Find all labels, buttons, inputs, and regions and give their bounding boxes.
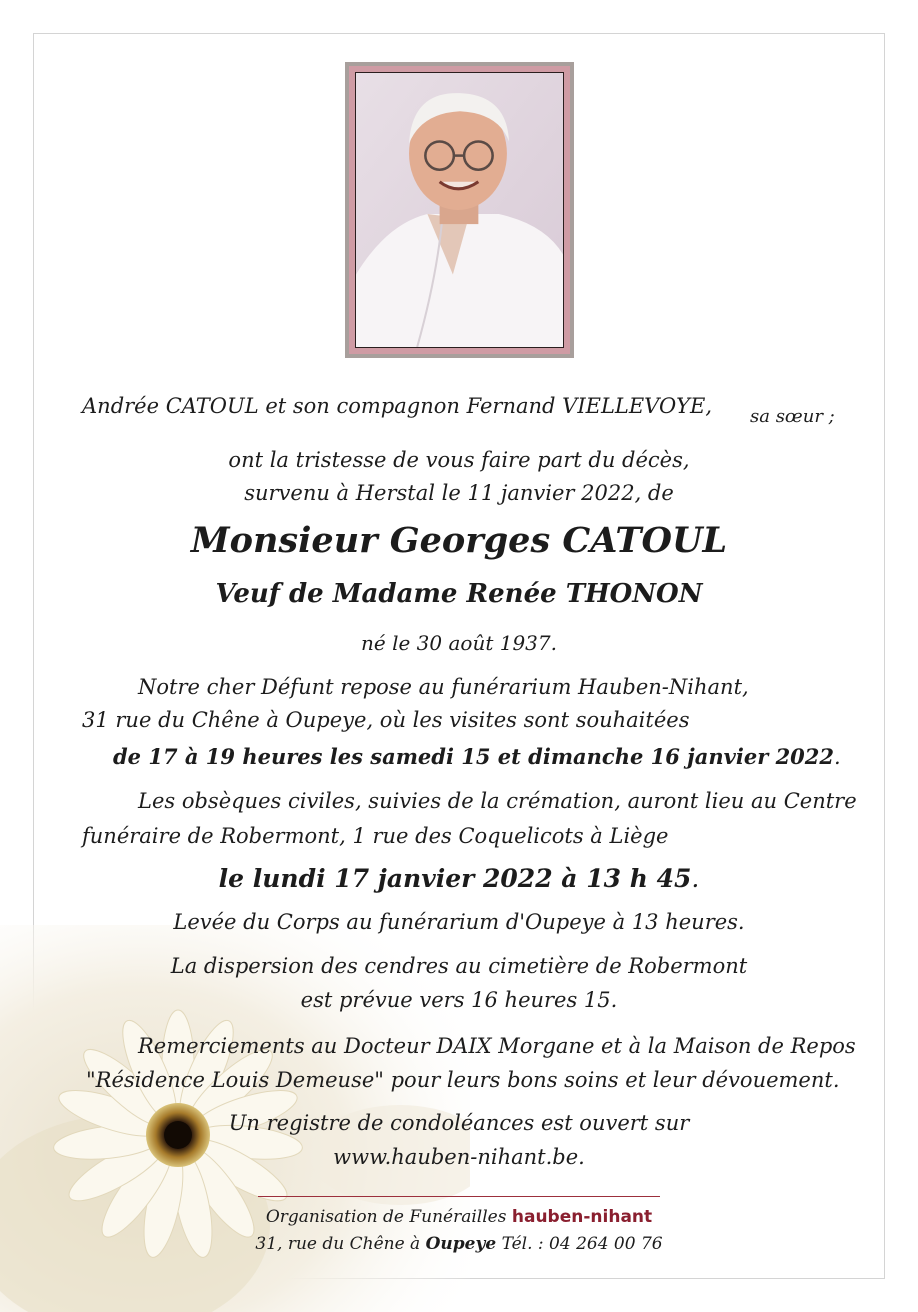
announcement-line-2: survenu à Herstal le 11 janvier 2022, de bbox=[244, 481, 674, 505]
footer-address: 31, rue du Chêne à Oupeye Tél. : 04 264 00 76 bbox=[255, 1234, 663, 1254]
brand-logo: hauben-nihant bbox=[511, 1207, 653, 1227]
portrait-frame bbox=[345, 62, 574, 358]
visitation-line-1: Notre cher Défunt repose au funérarium Hauben-Nihant, bbox=[138, 675, 749, 699]
announcement-line-1: ont la tristesse de vous faire part du décès, bbox=[228, 448, 690, 472]
deceased-name: Monsieur Georges CATOUL bbox=[190, 520, 728, 561]
funeral-line-1: Les obsèques civiles, suivies de la crémation, auront lieu au Centre bbox=[138, 789, 857, 813]
footer-divider bbox=[258, 1196, 660, 1197]
thanks-line-1: Remerciements au Docteur DAIX Morgane et à la Maison de Repos bbox=[138, 1034, 856, 1058]
birth-line: né le 30 août 1937. bbox=[361, 631, 557, 655]
family-relation: sa sœur ; bbox=[750, 406, 835, 427]
funeral-line-2: funéraire de Robermont, 1 rue des Coquelicots à Liège bbox=[82, 824, 669, 848]
registry-line: Un registre de condoléances est ouvert sur bbox=[228, 1111, 690, 1135]
footer-organisation: Organisation de Funérailles hauben-nihant bbox=[265, 1207, 653, 1227]
dispersion-line-1: La dispersion des cendres au cimetière de Robermont bbox=[170, 954, 748, 978]
levee-line: Levée du Corps au funérarium d'Oupeye à 13 heures. bbox=[173, 910, 745, 934]
visitation-line-2: 31 rue du Chêne à Oupeye, où les visites sont souhaitées bbox=[82, 708, 690, 732]
footer-phone: Tél. : 04 264 00 76 bbox=[501, 1234, 663, 1254]
registry-url[interactable]: www.hauben-nihant.be. bbox=[333, 1145, 585, 1169]
widow-line: Veuf de Madame Renée THONON bbox=[215, 579, 703, 609]
portrait-photo bbox=[355, 72, 564, 348]
funeral-date: le lundi 17 janvier 2022 à 13 h 45. bbox=[218, 864, 700, 893]
thanks-line-2: "Résidence Louis Demeuse" pour leurs bons soins et leur dévouement. bbox=[86, 1068, 840, 1092]
visitation-times: de 17 à 19 heures les samedi 15 et dimanche 16 janvier 2022. bbox=[113, 744, 841, 769]
family-line: Andrée CATOUL et son compagnon Fernand VIELLEVOYE, bbox=[82, 394, 713, 418]
dispersion-line-2: est prévue vers 16 heures 15. bbox=[300, 988, 618, 1012]
footer-city: Oupeye bbox=[425, 1234, 497, 1254]
